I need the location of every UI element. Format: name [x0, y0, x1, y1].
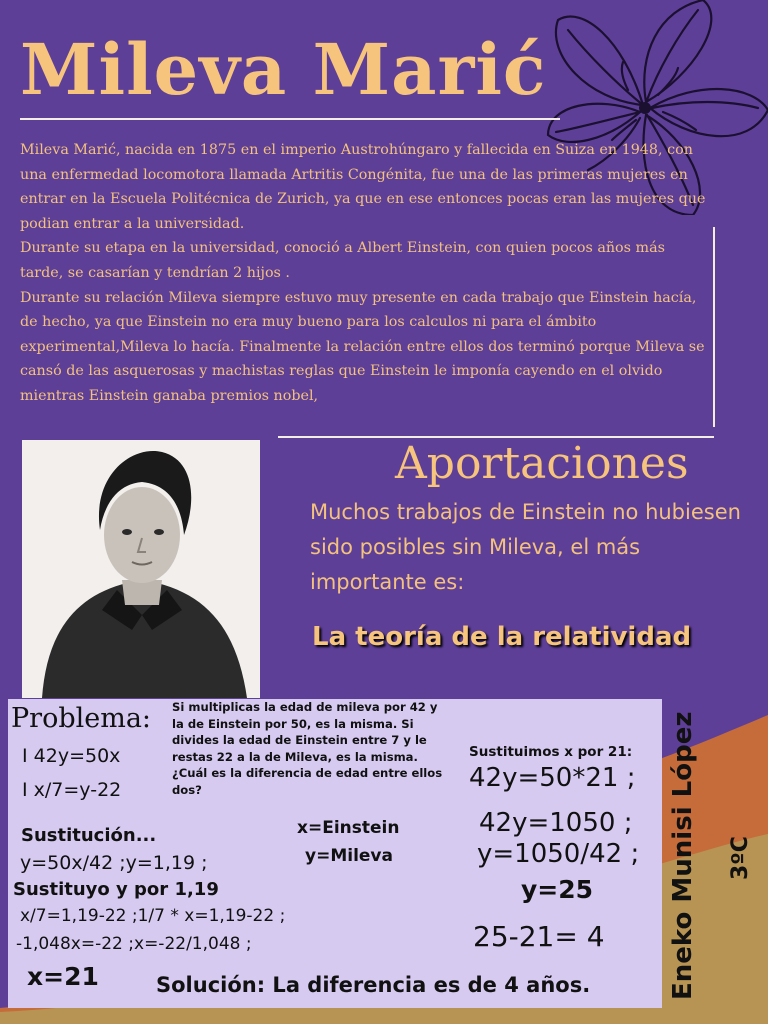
variable-y: y=Mileva: [305, 846, 393, 866]
aportaciones-text: Muchos trabajos de Einstein no hubiesen sido posibles sin Mileva, el más importante es:: [310, 500, 741, 594]
right-equation-2: 42y=1050 ;: [479, 808, 633, 838]
problem-heading: Problema:: [11, 703, 152, 734]
difference-equation: 25-21= 4: [473, 920, 605, 953]
divider-vertical: [713, 227, 715, 427]
bio-paragraph: Mileva Marić, nacida en 1875 en el imperio Austrohúngaro y fallecida en Suiza en 1948, con una enfermedad locomotora llamada Artritis Congénita, fue una de las primeras mujeres en entrar en la Escuela Politécnica de Zurich, ya que en ese entonces pocas eran las mujeres que podian entrar a la universidad.: [20, 142, 706, 232]
biography-text: [20, 138, 712, 409]
substitute-heading: Sustituyo y por 1,19: [13, 879, 219, 900]
right-equation-3: y=1050/42 ;: [477, 839, 640, 869]
page-title: Mileva Marić: [20, 28, 547, 111]
substitution-heading: Sustitución...: [21, 825, 157, 846]
bio-paragraph: Durante su etapa en la universidad, conoció a Albert Einstein, con quien pocos años más tarde, se casarían y tendrían 2 hijos .: [20, 240, 665, 281]
title-underline: [20, 118, 560, 120]
bio-paragraph: Durante su relación Mileva siempre estuvo muy presente en cada trabajo que Einstein hacía, de hecho, ya que Einstein no era muy bueno para los calculos ni para el ámbito experimental,Mileva lo hacía. Finalmente la relación entre ellos dos terminó porque Mileva se cansó de las asquerosas y machistas reglas que Einstein le imponía cayendo en el olvido mientras Einstein ganaba premios nobel,: [20, 289, 705, 404]
substitution-line: y=50x/42 ;y=1,19 ;: [20, 852, 208, 874]
x-result: x=21: [27, 962, 99, 991]
substitute-line-1: x/7=1,19-22 ;1/7 * x=1,19-22 ;: [20, 906, 286, 926]
problem-question: Si multiplicas la edad de mileva por 42 y la de Einstein por 50, es la misma. Si divides la edad de Einstein entre 7 y le restas 22 a la de Mileva, es la misma. ¿Cuál es la diferencia de edad entre ellos dos?: [172, 700, 443, 797]
right-equation-1: 42y=50*21 ;: [469, 763, 636, 793]
problem-panel: [8, 699, 662, 1008]
substitute-x-heading: Sustituimos x por 21:: [469, 744, 633, 760]
aportaciones-heading: Aportaciones: [395, 438, 689, 489]
author-name: Eneko Munisi López: [668, 711, 698, 1000]
class-grade: 3ºC: [728, 836, 753, 880]
portrait-photo: [22, 440, 260, 698]
relativity-highlight: La teoría de la relatividad: [312, 622, 692, 652]
variable-x: x=Einstein: [297, 818, 400, 838]
y-result: y=25: [521, 875, 594, 904]
solution-text: Solución: La diferencia es de 4 años.: [156, 973, 591, 997]
equation-2: I x/7=y-22: [22, 779, 122, 801]
substitute-line-2: -1,048x=-22 ;x=-22/1,048 ;: [16, 934, 252, 954]
equation-1: I 42y=50x: [22, 745, 121, 767]
